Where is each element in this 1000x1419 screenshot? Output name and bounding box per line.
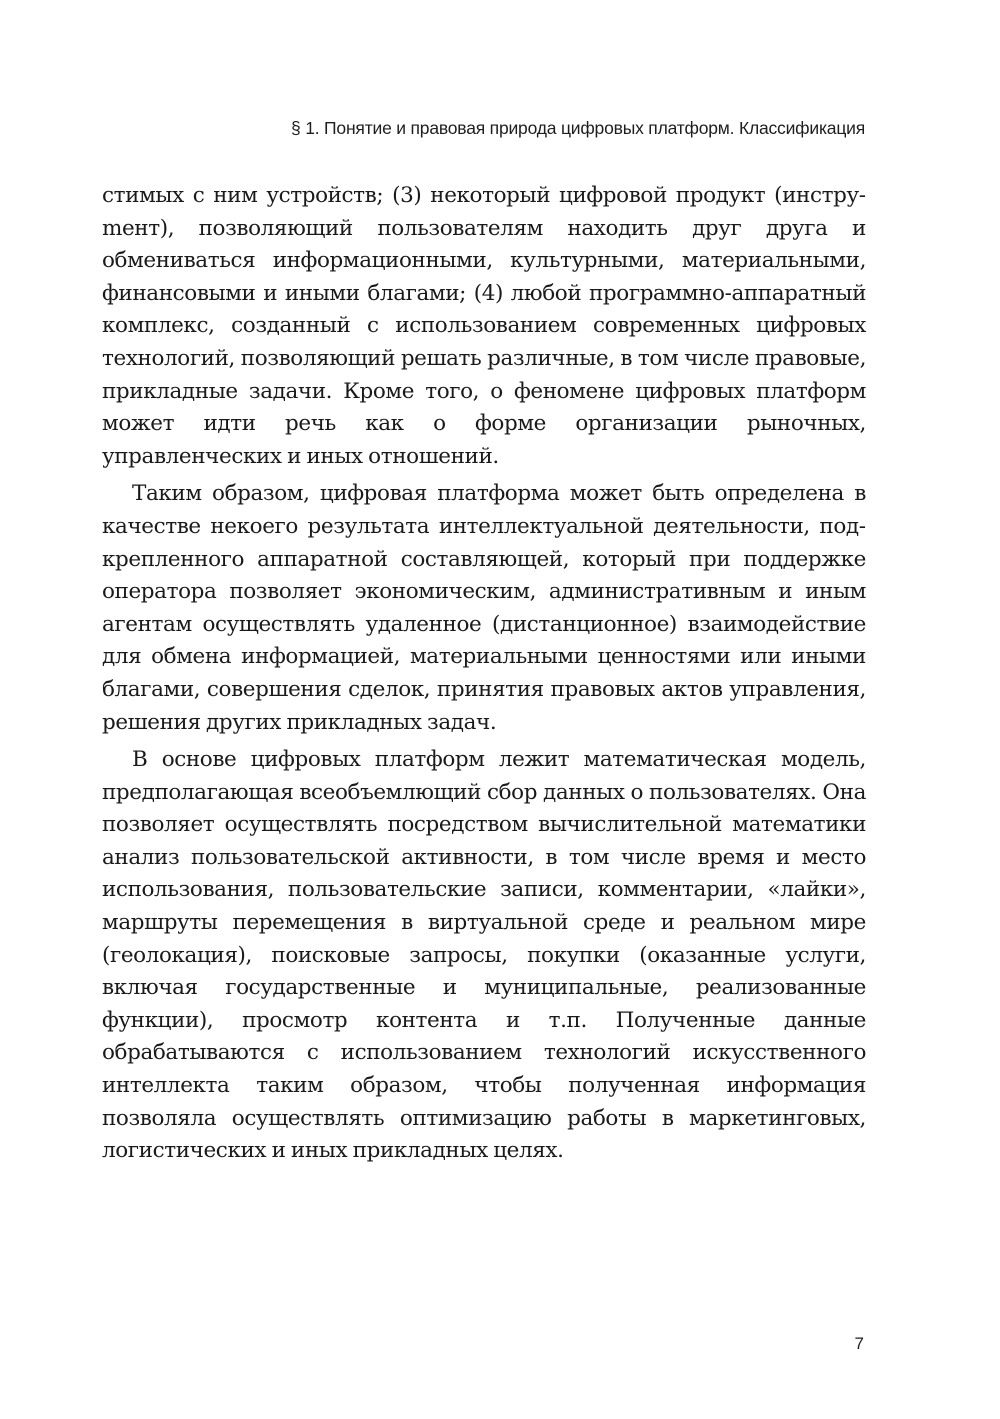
paragraph-math-model: В основе цифровых платформ лежит математическая модель, предполагающая всеобъемлющий сбор данных о пользователях. Она позволяет осуществлять посредством вычислительной математики анализ пользовательской активности, в том числе время и место использования, пользовательские записи, комментарии, «лайки», маршруты перемещения в виртуальной среде и реальном мире (геолокация), поисковые запросы, покупки (оказанные услуги, включая государственные и муниципальные, реализованные функции), просмотр контента и т.п. Полученные данные обрабатываются с использованием технологий искусственного интеллекта таким образом, чтобы полученная информация позволяла осуществлять оптимизацию работы в маркетинговых, логистических и иных прикладных целях. xyxy=(102,747,866,1164)
paragraph-definition: Таким образом, цифровая платформа может быть определена в качестве некоего результата интеллектуальной деятельности, подкрепленного аппаратной составляющей, который при поддержке оператора позволяет экономическим, административным и иным агентам осуществлять удаленное (дистанционное) взаимодействие для обмена информацией, материальными ценностями или иными благами, совершения сделок, принятия правовых актов управления, решения других прикладных задач. xyxy=(102,481,866,735)
running-head: § 1. Понятие и правовая природа цифровых платформ. Классификация xyxy=(291,118,865,138)
page-number: 7 xyxy=(854,1334,864,1353)
body-text xyxy=(102,180,866,1173)
paragraph-continuation: стимых с ним устройств; (3) некоторый цифровой продукт (инструmент), позволяющий пользователям находить друг друга и обмениваться информационными, культурными, материальными, финансовыми и иными благами; (4) любой программно-аппаратный комплекс, созданный с использованием современных цифровых технологий, позволяющий решать различные, в том числе правовые, прикладные задачи. Кроме того, о феномене цифровых платформ может идти речь как о форме организации рыночных, управленческих и иных отношений. xyxy=(102,183,866,469)
